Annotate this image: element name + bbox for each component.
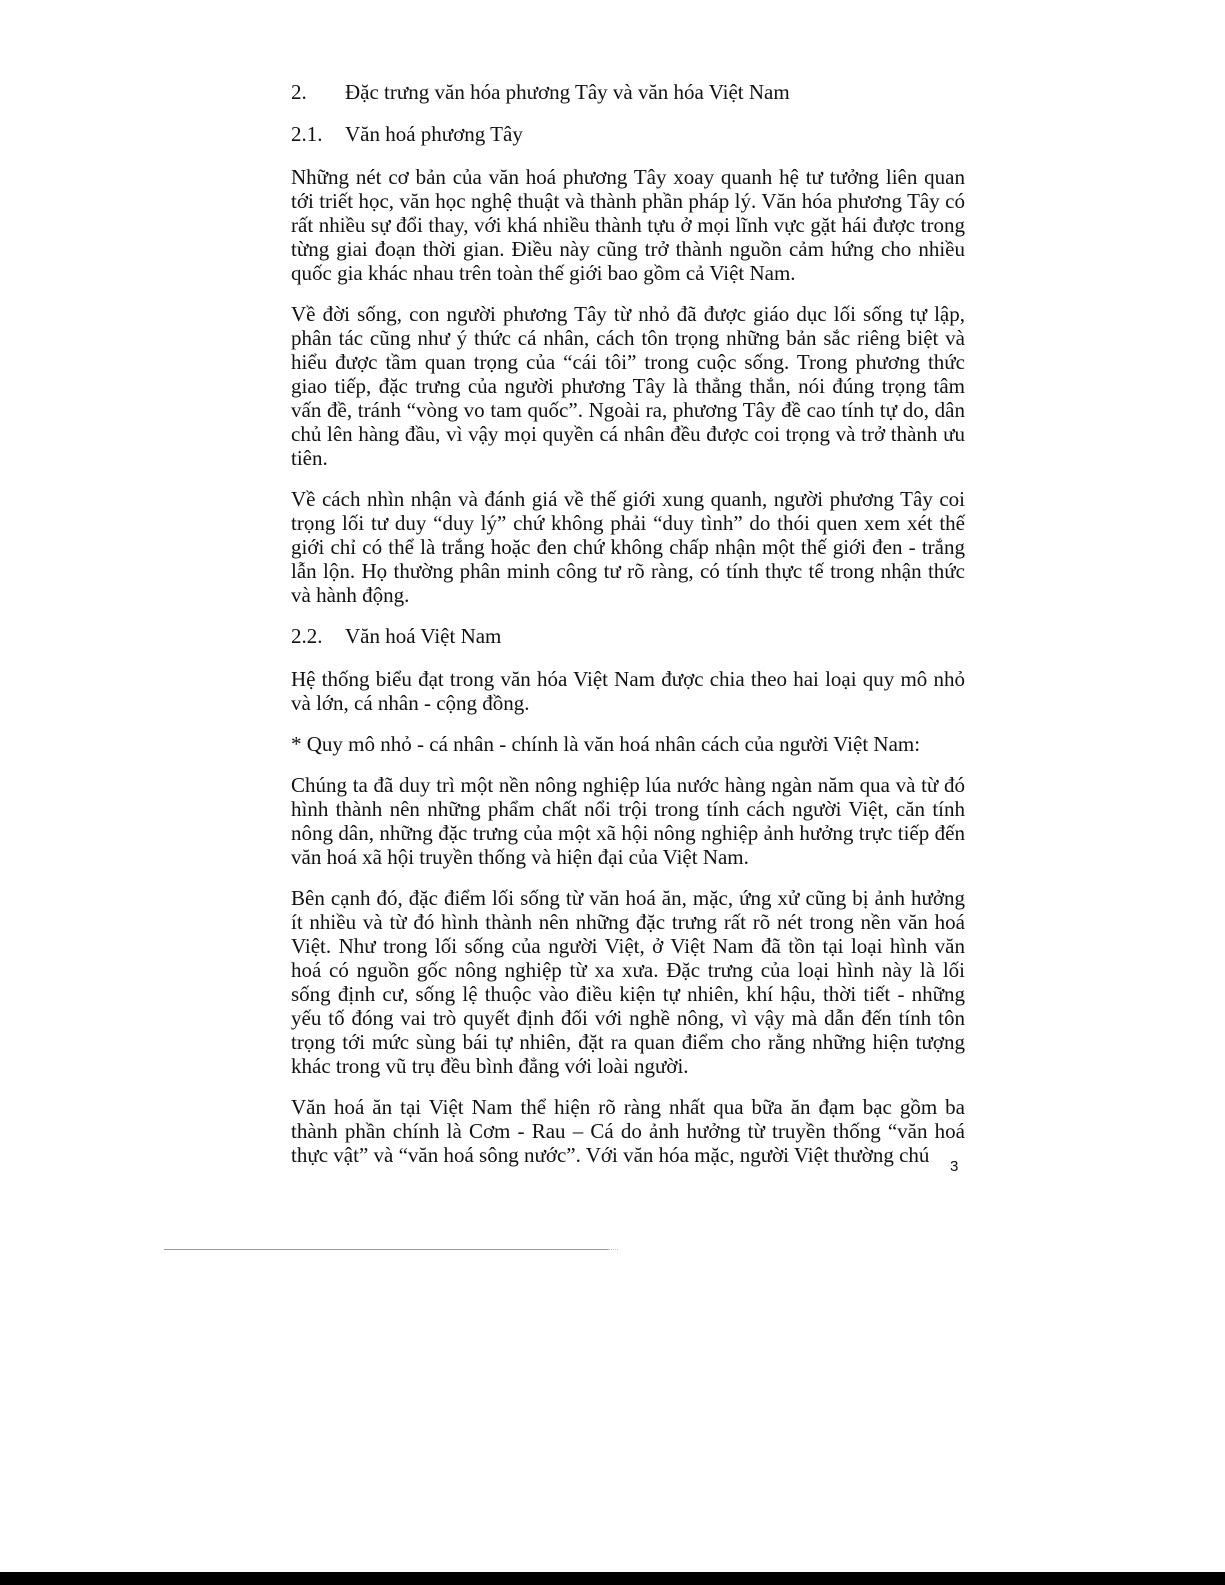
section-heading-2 bbox=[291, 80, 965, 104]
section-number: 2.1. bbox=[291, 122, 323, 146]
section-number: 2.2. bbox=[291, 624, 323, 648]
paragraph-vn-small-scale: * Quy mô nhỏ - cá nhân - chính là văn hoá nhân cách của người Việt Nam: bbox=[291, 732, 921, 756]
paragraph-vn-food: Văn hoá ăn tại Việt Nam thể hiện rõ ràng nhất qua bữa ăn đạm bạc gồm ba thành phần chính là Cơm - Rau – Cá do ảnh hưởng từ truyền thống “văn hoá thực vật” và “văn hoá sông nước”. Với văn hóa mặc, người Việt thường chú bbox=[291, 1095, 965, 1167]
section-heading-2-2 bbox=[291, 624, 965, 648]
page-number: 3 bbox=[950, 1158, 959, 1175]
paragraph-western-intro: Những nét cơ bản của văn hoá phương Tây xoay quanh hệ tư tưởng liên quan tới triết học, văn học nghệ thuật và thành phần pháp lý. Văn hóa phương Tây có rất nhiều sự đổi thay, với khá nhiều thành tựu ở mọi lĩnh vực gặt hái được trong từng giai đoạn thời gian. Điều này cũng trở thành nguồn cảm hứng cho nhiều quốc gia khác nhau trên toàn thế giới bao gồm cả Việt Nam. bbox=[291, 165, 965, 285]
section-title: Đặc trưng văn hóa phương Tây và văn hóa Việt Nam bbox=[345, 80, 790, 104]
paragraph-vn-system: Hệ thống biểu đạt trong văn hóa Việt Nam được chia theo hai loại quy mô nhỏ và lớn, cá nhân - cộng đồng. bbox=[291, 667, 965, 715]
page-body bbox=[291, 80, 965, 1167]
paragraph-vn-lifestyle: Bên cạnh đó, đặc điểm lối sống từ văn hoá ăn, mặc, ứng xử cũng bị ảnh hưởng ít nhiều và từ đó hình thành nên những đặc trưng rất rõ nét trong nền văn hoá Việt. Như trong lối sống của người Việt, ở Việt Nam đã tồn tại loại hình văn hoá có nguồn gốc nông nghiệp từ xa xưa. Đặc trưng của loại hình này là lối sống định cư, sống lệ thuộc vào điều kiện tự nhiên, khí hậu, thời tiết - những yếu tố đóng vai trò quyết định đối với nghề nông, vì vậy mà dẫn đến tính tôn trọng tới mức sùng bái tự nhiên, đặt ra quan điểm cho rằng những hiện tượng khác trong vũ trụ đều bình đẳng với loài người. bbox=[291, 886, 965, 1078]
bottom-edge-bar bbox=[0, 1572, 1225, 1585]
section-title: Văn hoá phương Tây bbox=[345, 122, 523, 146]
paragraph-western-thinking: Về cách nhìn nhận và đánh giá về thế giới xung quanh, người phương Tây coi trọng lối tư duy “duy lý” chứ không phải “duy tình” do thói quen xem xét thế giới chỉ có thể là trắng hoặc đen chứ không chấp nhận một thế giới đen - trắng lẫn lộn. Họ thường phân minh công tư rõ ràng, có tính thực tế trong nhận thức và hành động. bbox=[291, 487, 965, 607]
paragraph-western-life: Về đời sống, con người phương Tây từ nhỏ đã được giáo dục lối sống tự lập, phân tác cũng như ý thức cá nhân, cách tôn trọng những bản sắc riêng biệt và hiểu được tầm quan trọng của “cái tôi” trong cuộc sống. Trong phương thức giao tiếp, đặc trưng của người phương Tây là thẳng thắn, nói đúng trọng tâm vấn đề, tránh “vòng vo tam quốc”. Ngoài ra, phương Tây đề cao tính tự do, dân chủ lên hàng đầu, vì vậy mọi quyền cá nhân đều được coi trọng và trở thành ưu tiên. bbox=[291, 302, 965, 470]
footer-divider-tail bbox=[608, 1249, 618, 1250]
section-heading-2-1 bbox=[291, 122, 965, 146]
section-title: Văn hoá Việt Nam bbox=[345, 624, 502, 648]
paragraph-vn-agriculture: Chúng ta đã duy trì một nền nông nghiệp lúa nước hàng ngàn năm qua và từ đó hình thành nên những phẩm chất nổi trội trong tính cách người Việt, căn tính nông dân, những đặc trưng của một xã hội nông nghiệp ảnh hưởng trực tiếp đến văn hoá xã hội truyền thống và hiện đại của Việt Nam. bbox=[291, 773, 965, 869]
section-number: 2. bbox=[291, 80, 307, 104]
footer-divider bbox=[164, 1249, 608, 1250]
